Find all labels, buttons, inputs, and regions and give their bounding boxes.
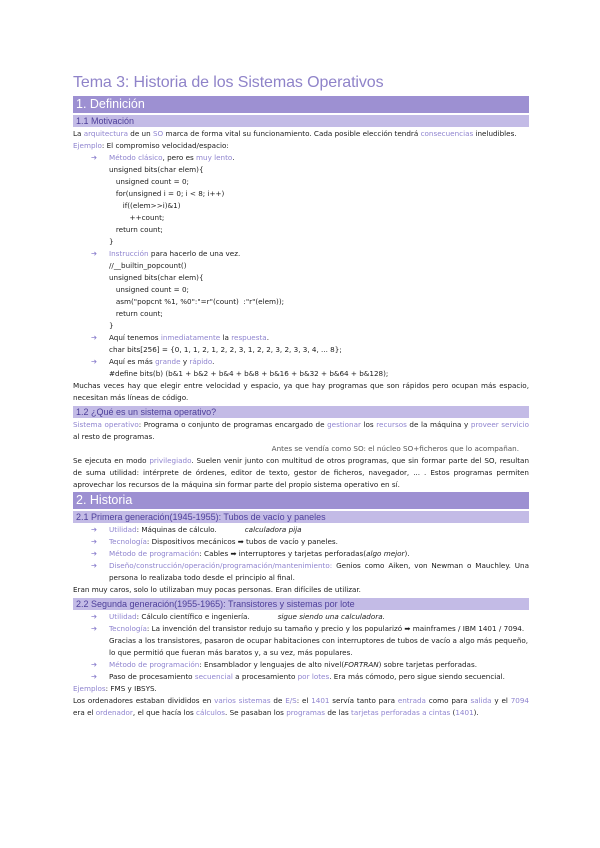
arrow-right-icon: ➔ [91,672,98,681]
subsection-heading-primera-generacion: 2.1 Primera generación(1945-1955): Tubos de vacío y paneles [73,511,529,523]
primera-generacion-closing: Eran muy caros, solo lo utilizaban muy pocas personas. Eran difíciles de utilizar. [73,585,361,594]
so-definition-paragraph: Sistema operativo: Programa o conjunto de programas encargado de gestionar los recursos de la máquina y proveer servicio al resto de programas. [73,420,530,441]
arrow-right-icon: ➔ [91,549,98,558]
transistor-note: Gracias a los transistores, pasaron de ocupar habitaciones con interruptores de tubos de vacío a algo más pequeño, lo que permitió que fueran más baratos y, a su vez, más populares. [109,636,529,657]
list-item-tecnologia-1: ➔ Tecnología: Dispositivos mecánicos ➡ tubos de vacío y paneles. [91,537,338,546]
privilegiado-paragraph: Se ejecuta en modo privilegiado. Suelen venir junto con multitud de otros programas, que sin formar parte del SO, resultan de suma utilidad: intérprete de órdenes, editor de texto, gestor de ficheros, navegador, ... . Estos programas permiten aprovechar los recursos de la máquina sin formar parte del propio sistema operativo en sí. [73,456,529,489]
subsection-heading-motivacion: 1.1 Motivación [73,115,529,127]
document-title: Tema 3: Historia de los Sistemas Operativos [73,74,384,91]
list-item-diseno-1: ➔ Diseño/construcción/operación/programación/mantenimiento: Genios como Aiken, von Newman o Mauchley. Una persona lo realizaba todo desde el principio al final. [91,561,529,582]
motivacion-paragraph: La arquitectura de un SO marca de forma vital su funcionamiento. Cada posible elección tendrá consecuencias ineludibles. [73,129,517,138]
so-note: Antes se vendía como SO: el núcleo SO+ficheros que lo acompañan. [271,444,519,453]
code-line-table: char bits[256] = {0, 1, 1, 2, 1, 2, 2, 3, 1, 2, 2, 3, 2, 3, 3, 4, ... 8}; [109,345,342,354]
code-block-classic: unsigned bits(char elem){ unsigned count = 0; for(unsigned i = 0; i < 8; i++) if((elem>>i)&1) ++count; return count; } [109,165,225,246]
list-item-utilidad-1: ➔ Utilidad: Máquinas de cálculo. calculadora pija [91,525,302,534]
document-page [73,73,529,719]
list-item-tecnologia-2: ➔ Tecnología: La invención del transistor redujo su tamaño y precio y los popularizó ➡ mainframes / IBM 1401 / 7094. [91,624,525,633]
arrow-right-icon: ➔ [91,153,98,162]
arrow-right-icon: ➔ [91,612,98,621]
arrow-right-icon: ➔ [91,561,98,570]
code-block-popcount: //__builtin_popcount() unsigned bits(char elem){ unsigned count = 0; asm("popcnt %1, %0":"=r"(count) :"r"(elem)); return count; } [109,261,285,330]
list-item-utilidad-2: ➔ Utilidad: Cálculo científico e ingeniería. sigue siendo una calculadora. [91,612,385,621]
list-item-inmediatamente: ➔ Aquí tenemos inmediatamente la respuesta. [91,333,269,342]
list-item-grande-rapido: ➔ Aquí es más grande y rápido. [91,357,215,366]
list-item-metodo-2: ➔ Método de programación: Ensamblador y lenguajes de alto nivel(FORTRAN) sobre tarjetas perforadas. [91,660,477,669]
arrow-right-icon: ➔ [91,624,98,633]
code-line-define: #define bits(b) (b&1 + b&2 + b&4 + b&8 + b&16 + b&32 + b&64 + b&128); [109,369,389,378]
list-item-instruccion: ➔ Instrucción para hacerlo de una vez. [91,249,241,258]
arrow-right-icon: ➔ [91,537,98,546]
list-item-metodo-clasico: ➔ Método clásico, pero es muy lento. [91,153,235,162]
arrow-right-icon: ➔ [91,249,98,258]
subsection-heading-que-es-so: 1.2 ¿Qué es un sistema operativo? [73,406,529,418]
ejemplos-line: Ejemplos: FMS y IBSYS. [73,684,157,693]
section-heading-definicion: 1. Definición [73,96,529,113]
list-item-lotes: ➔ Paso de procesamiento secuencial a procesamiento por lotes. Era más cómodo, pero sigue siendo secuencial. [91,672,505,681]
arrow-right-icon: ➔ [91,660,98,669]
sistemas-es-paragraph: Los ordenadores estaban divididos en varios sistemas de E/S: el 1401 servía tanto para entrada como para salida y el 7094 era el ordenador, el que hacía los cálculos. Se pasaban los programas de las tarjetas perforadas a cintas (1401). [73,696,529,717]
velocidad-espacio-paragraph: Muchas veces hay que elegir entre velocidad y espacio, ya que hay programas que son rápidos pero ocupan más espacio, necesitan más líneas de código. [73,381,529,402]
list-item-metodo-1: ➔ Método de programación: Cables ➡ interruptores y tarjetas perforadas(algo mejor). [91,549,410,558]
arrow-right-icon: ➔ [91,525,98,534]
arrow-right-icon: ➔ [91,333,98,342]
arrow-right-icon: ➔ [91,357,98,366]
subsection-heading-segunda-generacion: 2.2 Segunda generación(1955-1965): Transistores y sistemas por lote [73,598,529,610]
section-heading-historia: 2. Historia [73,492,529,509]
ejemplo-line: Ejemplo: El compromiso velocidad/espacio: [73,141,229,150]
